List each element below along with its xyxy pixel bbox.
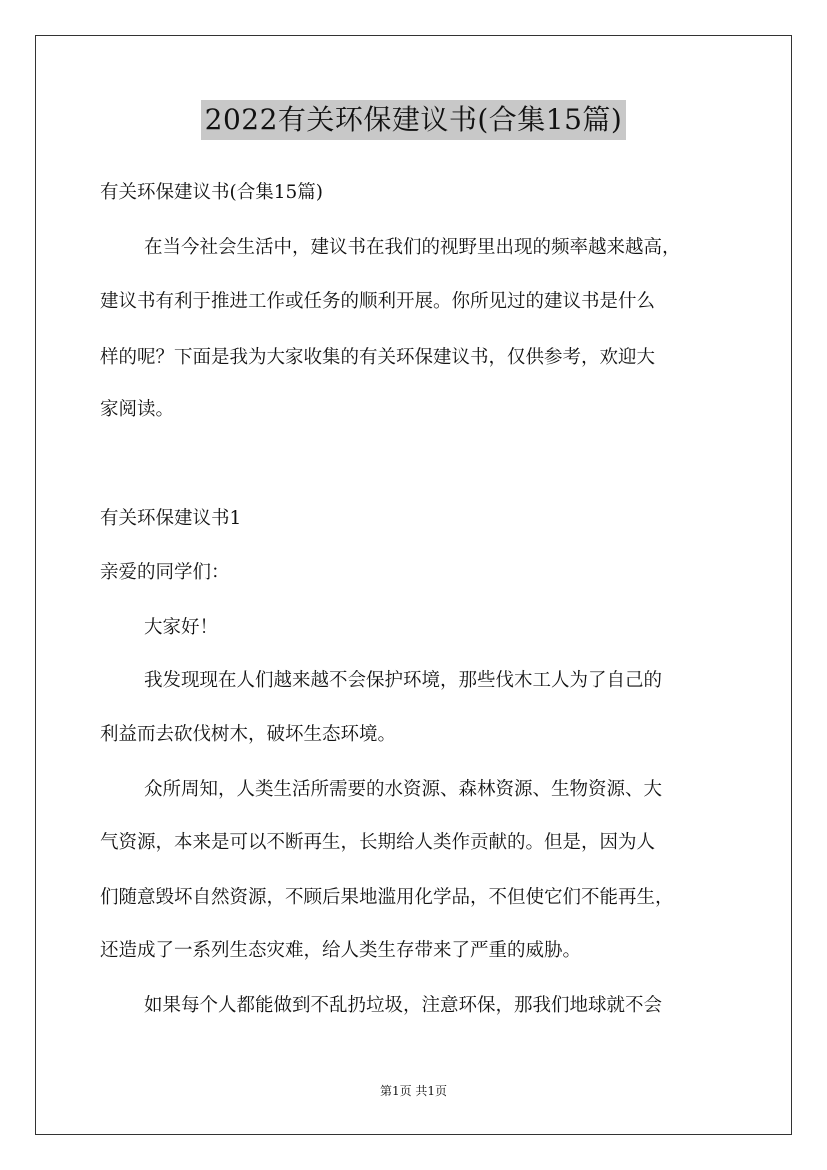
intro-line: 样的呢？下面是我为大家收集的有关环保建议书，仅供参考，欢迎大 xyxy=(100,347,656,368)
intro-line: 家阅读。 xyxy=(100,399,175,420)
paragraph-line: 还造成了一系列生态灾难，给人类生存带来了严重的威胁。 xyxy=(100,940,582,961)
paragraph-line: 气资源，本来是可以不断再生，长期给人类作贡献的。但是，因为人 xyxy=(100,832,656,853)
section-heading: 有关环保建议书1 xyxy=(100,508,242,529)
title-container xyxy=(0,100,827,140)
paragraph-line: 如果每个人都能做到不乱扔垃圾，注意环保，那我们地球就不会 xyxy=(144,995,663,1016)
document-subtitle: 有关环保建议书(合集15篇) xyxy=(100,182,323,203)
intro-line: 建议书有利于推进工作或任务的顺利开展。你所见过的建议书是什么 xyxy=(100,291,656,312)
paragraph-line: 们随意毁坏自然资源，不顾后果地滥用化学品，不但使它们不能再生， xyxy=(100,887,674,908)
paragraph-line: 利益而去砍伐树木，破坏生态环境。 xyxy=(100,724,397,745)
greeting: 大家好！ xyxy=(144,617,219,638)
document-title: 2022有关环保建议书(合集15篇) xyxy=(201,100,627,140)
page-number-footer: 第1页 共1页 xyxy=(379,1084,448,1098)
salutation: 亲爱的同学们： xyxy=(100,562,230,583)
paragraph-line: 我发现现在人们越来越不会保护环境，那些伐木工人为了自己的 xyxy=(144,670,663,691)
intro-line: 在当今社会生活中，建议书在我们的视野里出现的频率越来越高， xyxy=(144,237,681,258)
paragraph-line: 众所周知，人类生活所需要的水资源、森林资源、生物资源、大 xyxy=(144,779,663,800)
